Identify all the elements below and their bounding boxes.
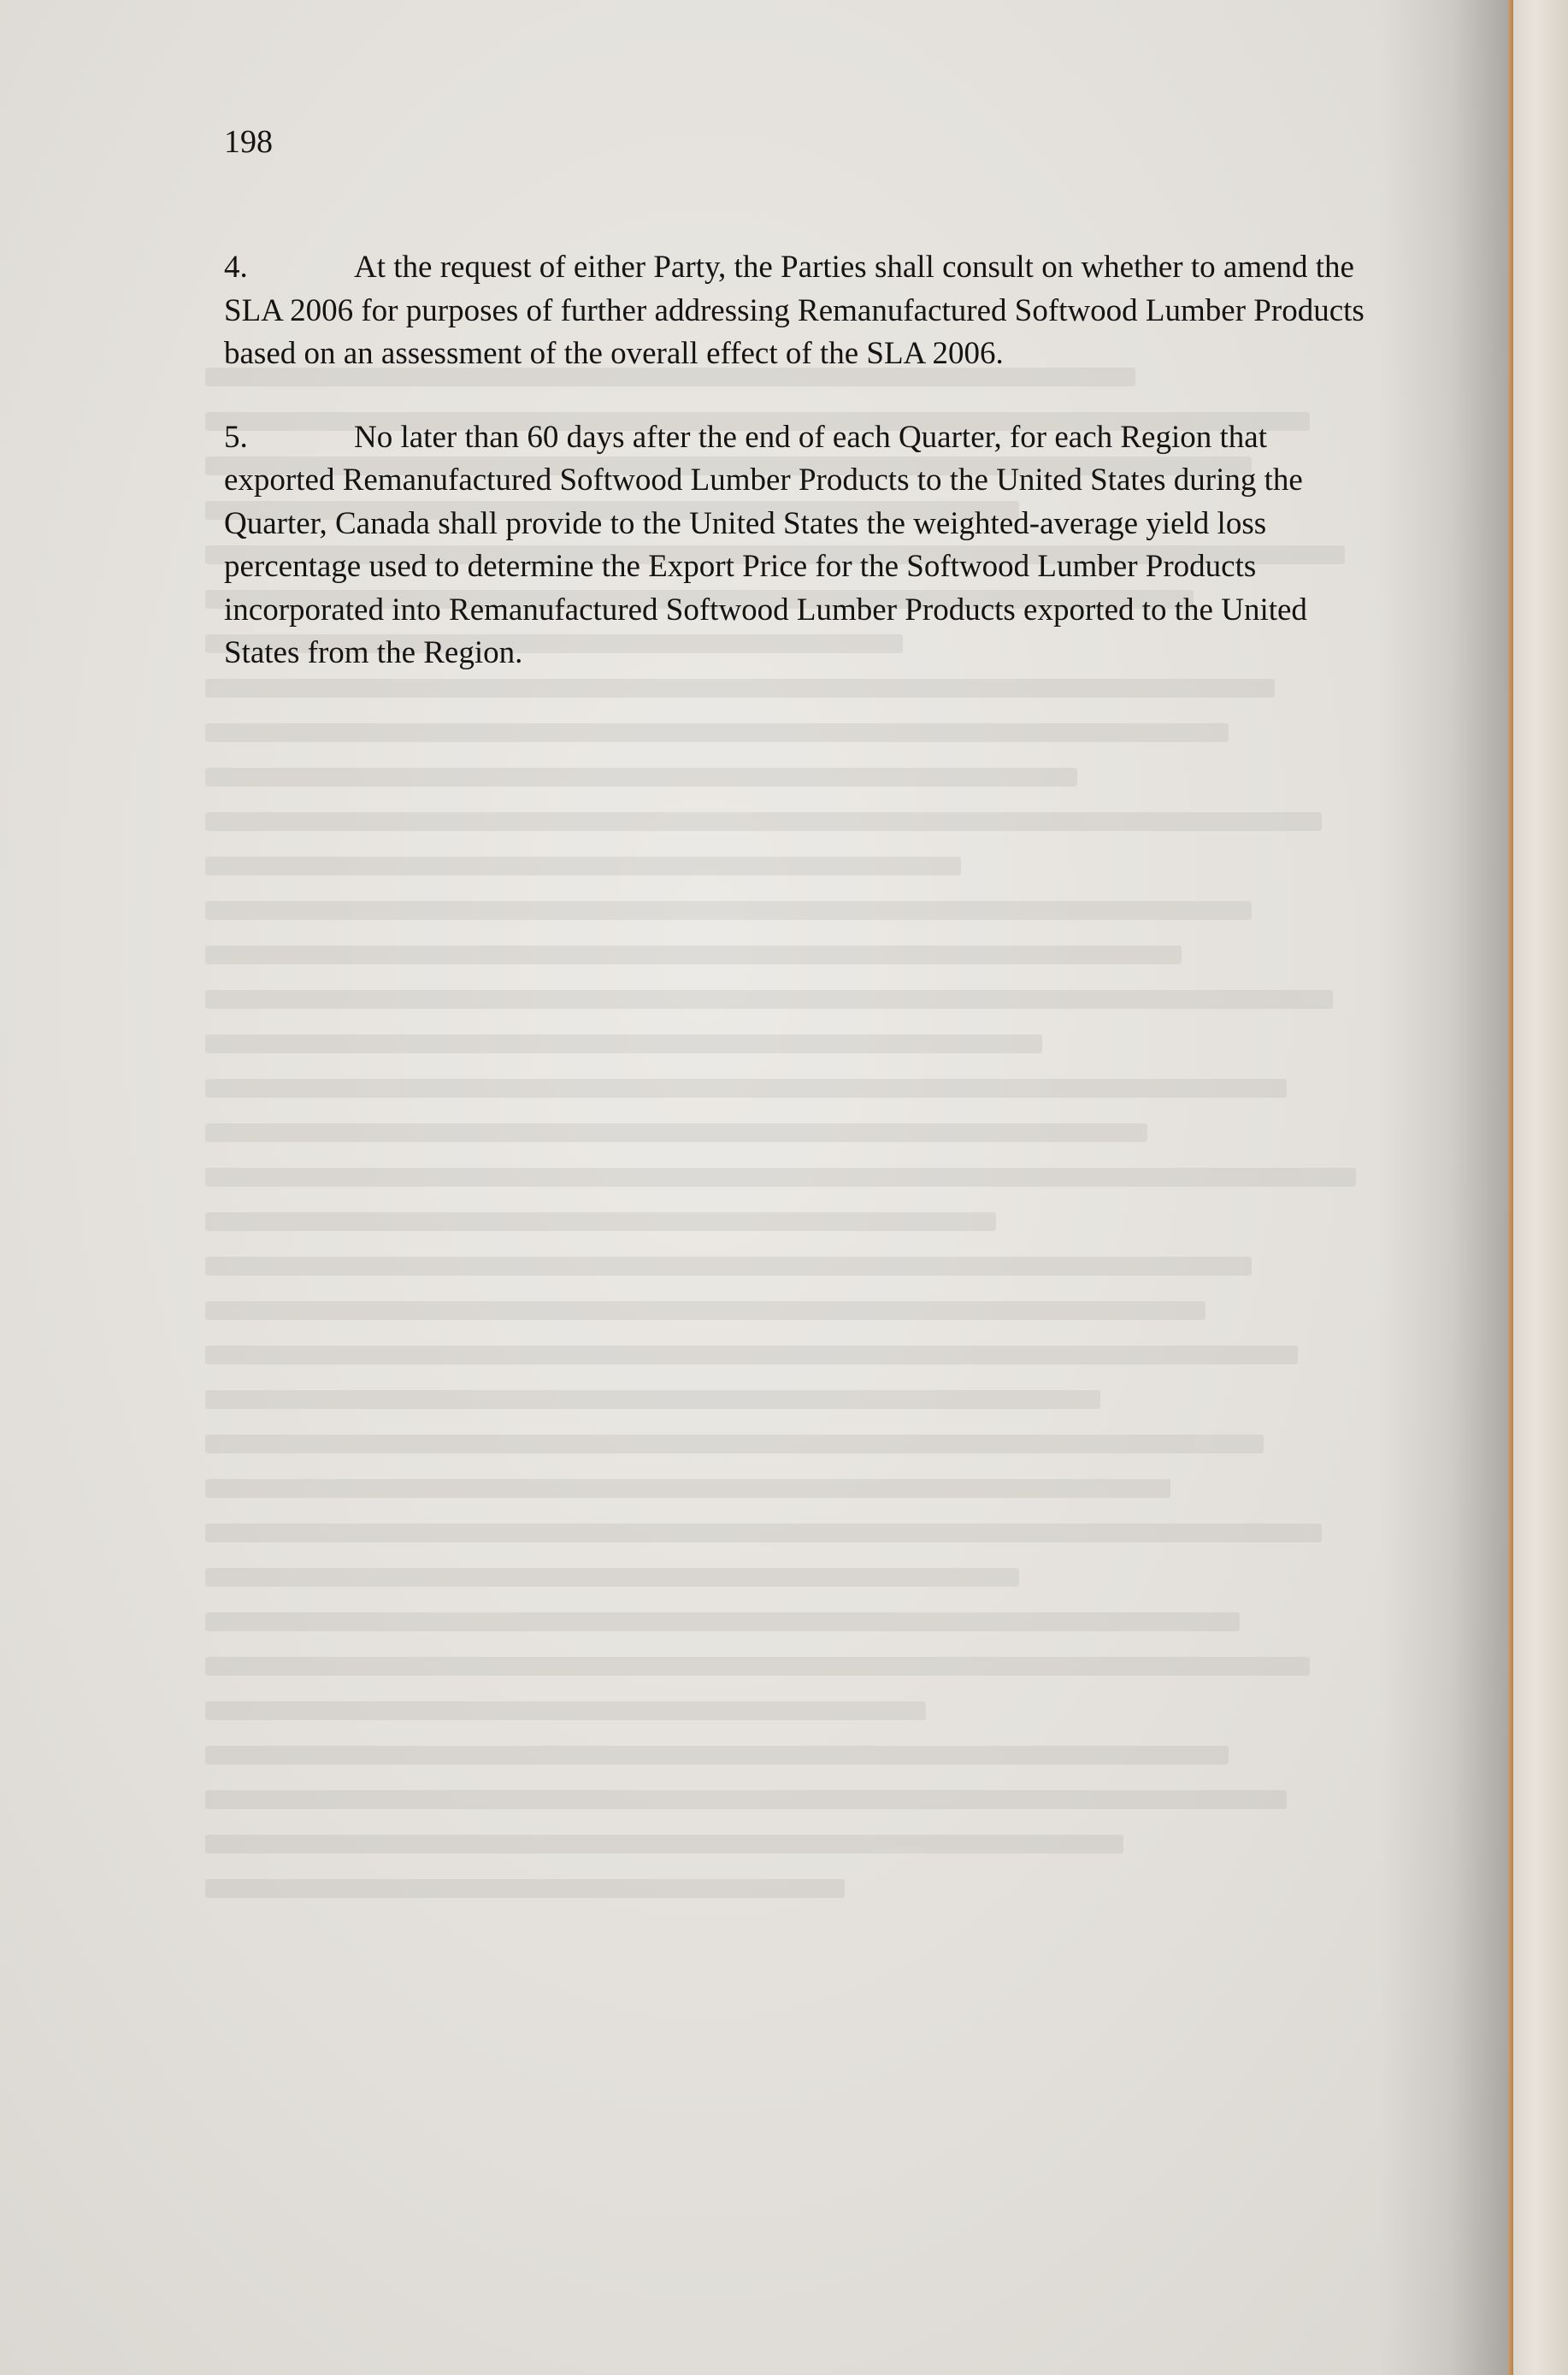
binding-shadow [1380, 0, 1508, 2375]
paragraph-5 [224, 416, 1368, 675]
paragraph-number: 4. [224, 250, 248, 285]
document-body [224, 246, 1368, 716]
paragraph-text: No later than 60 days after the end of each Quarter, for each Region that exported Remanufactured Softwood Lumber Products to the United States during the Quarter, Canada shall provide to the United States the weighted-average yield loss percentage used to determine the Export Price for the Softwood Lumber Products incorporated into Remanufactured Softwood Lumber Products exported to the United States from the Region. [224, 419, 1307, 670]
page-number: 198 [224, 124, 273, 160]
adjacent-page-edge [1513, 0, 1568, 2375]
paragraph-text: At the request of either Party, the Parties shall consult on whether to amend the SLA 2006 for purposes of further addressing Remanufactured Softwood Lumber Products based on an assessment of the overall effect of the SLA 2006. [224, 250, 1365, 371]
paragraph-4 [224, 246, 1368, 376]
paragraph-number: 5. [224, 419, 248, 455]
